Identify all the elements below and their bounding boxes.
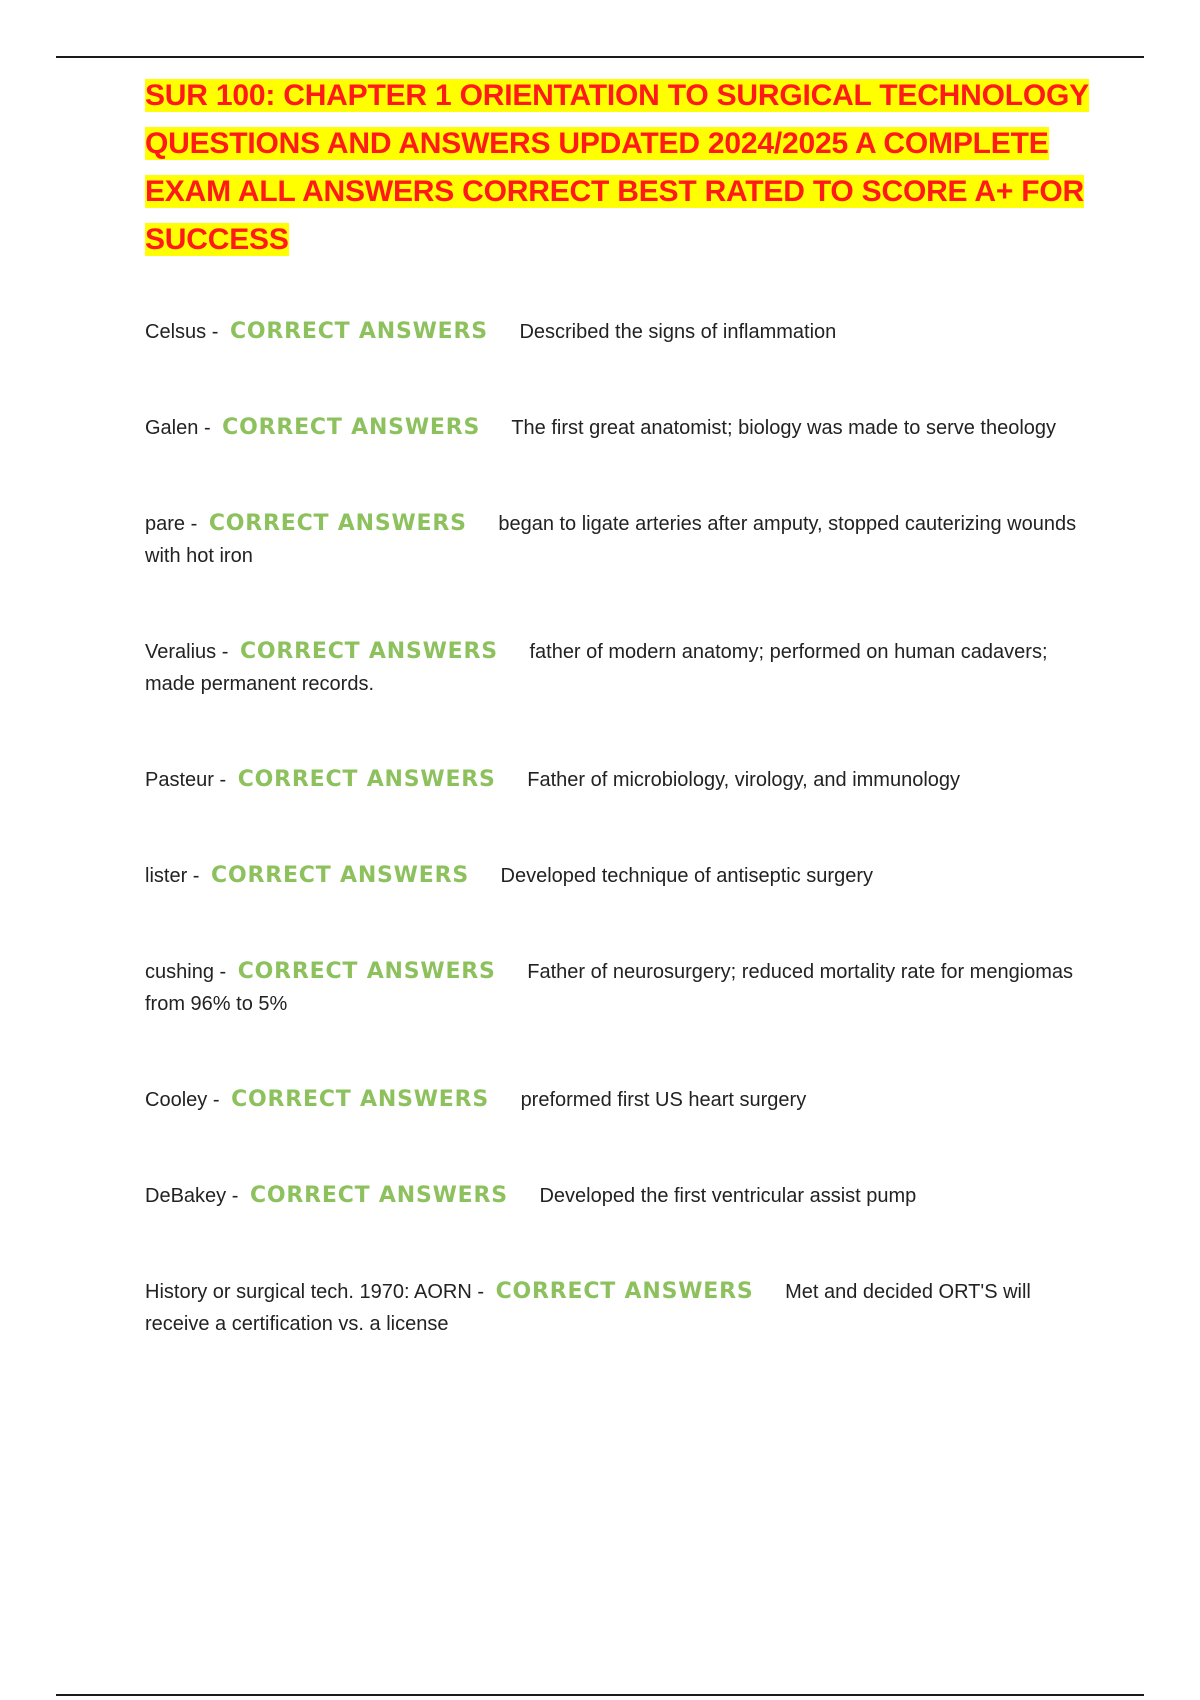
qa-term: Galen (145, 417, 199, 439)
qa-definition: Developed the first ventricular assist pump (539, 1185, 917, 1207)
qa-definition: preformed first US heart surgery (520, 1089, 807, 1111)
qa-term: DeBakey (145, 1185, 227, 1207)
qa-item (145, 764, 1100, 796)
qa-term: History or surgical tech. 1970: AORN (145, 1281, 472, 1303)
correct-answers-label: CORRECT ANSWERS (249, 1183, 508, 1208)
correct-answers-label: CORRECT ANSWERS (237, 767, 496, 792)
qa-definition: Father of microbiology, virology, and immunology (527, 769, 961, 791)
qa-term: cushing (145, 961, 214, 983)
qa-item (145, 316, 1100, 348)
qa-item (145, 508, 1100, 572)
qa-item (145, 860, 1100, 892)
qa-separator: - (203, 417, 211, 439)
qa-term: Pasteur (145, 769, 214, 791)
qa-item (145, 412, 1100, 444)
qa-definition: Met and decided ORT'S will receive a certification vs. a license (145, 1281, 1031, 1335)
qa-term: Celsus (145, 321, 207, 343)
top-rule (56, 56, 1144, 58)
bottom-rule (56, 1694, 1144, 1696)
qa-term: Veralius (145, 641, 217, 663)
qa-definition: Developed technique of antiseptic surgery (500, 865, 873, 887)
qa-separator: - (192, 865, 200, 887)
qa-definition: Father of neurosurgery; reduced mortality rate for mengiomas from 96% to 5% (145, 961, 1074, 1015)
correct-answers-label: CORRECT ANSWERS (231, 1087, 489, 1112)
document-body (145, 72, 1100, 1404)
qa-separator: - (212, 1089, 220, 1111)
qa-term: Cooley (145, 1089, 208, 1111)
correct-answers-label: CORRECT ANSWERS (229, 319, 488, 344)
qa-definition: The first great anatomist; biology was made to serve theology (511, 417, 1057, 439)
correct-answers-label: CORRECT ANSWERS (239, 639, 498, 664)
qa-item (145, 1084, 1100, 1116)
qa-separator: - (231, 1185, 239, 1207)
qa-term: pare (145, 513, 186, 535)
qa-separator: - (477, 1281, 485, 1303)
qa-term: lister (145, 865, 188, 887)
qa-list (145, 316, 1100, 1340)
correct-answers-label: CORRECT ANSWERS (208, 511, 467, 536)
qa-separator: - (221, 641, 229, 663)
correct-answers-label: CORRECT ANSWERS (211, 863, 469, 888)
qa-separator: - (219, 769, 227, 791)
qa-item (145, 1276, 1100, 1340)
document-title-text: SUR 100: CHAPTER 1 ORIENTATION TO SURGICAL TECHNOLOGY QUESTIONS AND ANSWERS UPDATED 2024/2025 A COMPLETE EXAM ALL ANSWERS CORRECT BEST RATED TO SCORE A+ FOR SUCCESS (145, 79, 1089, 256)
correct-answers-label: CORRECT ANSWERS (222, 415, 481, 440)
qa-item (145, 636, 1100, 700)
qa-definition: Described the signs of inflammation (519, 321, 837, 343)
correct-answers-label: CORRECT ANSWERS (237, 959, 496, 984)
correct-answers-label: CORRECT ANSWERS (495, 1279, 754, 1304)
qa-item (145, 1180, 1100, 1212)
qa-item (145, 956, 1100, 1020)
qa-separator: - (211, 321, 219, 343)
qa-definition: began to ligate arteries after amputy, stopped cauterizing wounds with hot iron (145, 513, 1077, 567)
qa-separator: - (190, 513, 198, 535)
qa-definition: father of modern anatomy; performed on human cadavers; made permanent records. (145, 641, 1048, 695)
qa-separator: - (219, 961, 227, 983)
document-title (145, 72, 1100, 264)
